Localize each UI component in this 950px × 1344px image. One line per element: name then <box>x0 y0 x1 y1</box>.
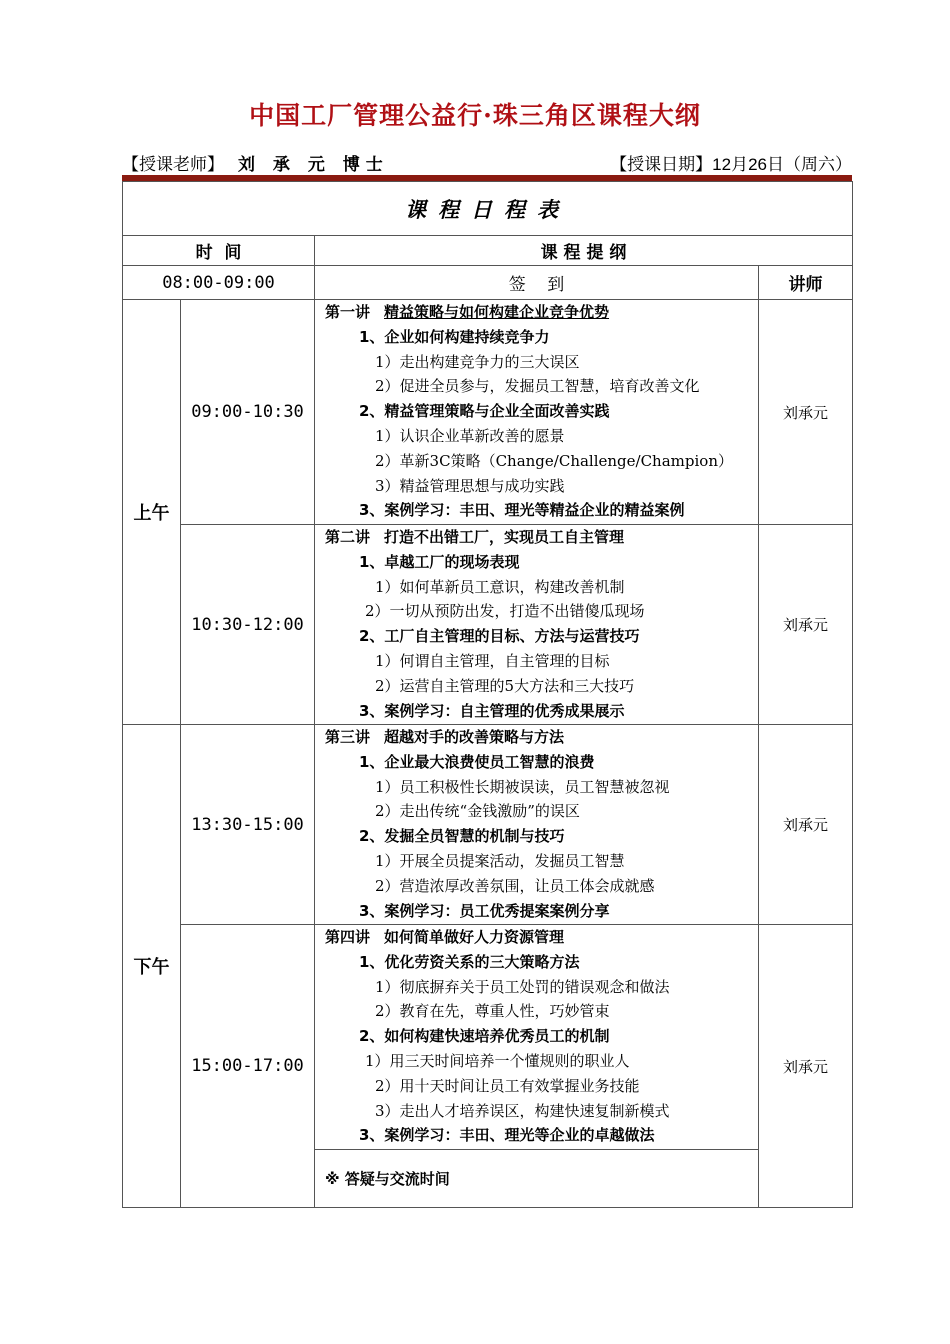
qa-text: ※ 答疑与交流时间 <box>315 1150 759 1208</box>
outline-line: 1）走出构建竞争力的三大误区 <box>375 352 580 371</box>
outline-line: 3）精益管理思想与成功实践 <box>375 476 565 495</box>
signin-time: 08:00-09:00 <box>123 266 315 300</box>
lecture-heading <box>325 925 758 950</box>
session-row <box>123 925 853 1150</box>
outline-line: 2、发掘全员智慧的机制与技巧 <box>359 827 565 846</box>
session-outline <box>315 725 759 925</box>
session-time: 13:30-15:00 <box>181 725 315 925</box>
lecture-no: 第一讲 <box>325 303 371 321</box>
session-time: 10:30-12:00 <box>181 525 315 725</box>
outline-line: 1）彻底摒弃关于员工处罚的错误观念和做法 <box>375 977 670 996</box>
header-row <box>123 236 853 266</box>
col-header-time: 时 间 <box>123 236 315 266</box>
teacher-info <box>122 150 389 175</box>
period-pm: 下午 <box>123 725 181 1208</box>
page-title: 中国工厂管理公益行·珠三角区课程大纲 <box>249 101 701 130</box>
outline-line: 1、优化劳资关系的三大策略方法 <box>359 952 580 971</box>
lecture-title: 超越对手的改善策略与方法 <box>384 728 565 746</box>
lecture-no: 第四讲 <box>325 928 371 946</box>
outline-line: 3、案例学习：丰田、理光等企业的卓越做法 <box>359 1126 655 1145</box>
outline-line: 2）教育在先，尊重人性，巧妙管束 <box>375 1002 610 1021</box>
outline-line: 2）营造浓厚改善氛围，让员工体会成就感 <box>375 876 655 895</box>
col-header-outline: 课 程 提 纲 <box>315 236 853 266</box>
session-row <box>123 725 853 925</box>
outline-line: 2、工厂自主管理的目标、方法与运营技巧 <box>359 627 640 646</box>
session-row <box>123 525 853 725</box>
session-outline <box>315 300 759 525</box>
course-meta <box>122 150 852 176</box>
outline-line: 2）一切从预防出发，打造不出错傻瓜现场 <box>365 602 645 621</box>
outline-line: 2、如何构建快速培养优秀员工的机制 <box>359 1027 610 1046</box>
lecture-no: 第二讲 <box>325 528 371 546</box>
period-am: 上午 <box>123 300 181 725</box>
outline-line: 1、卓越工厂的现场表现 <box>359 552 520 571</box>
session-lecturer: 刘承元 <box>759 925 853 1208</box>
session-lecturer: 刘承元 <box>759 525 853 725</box>
outline-line: 1、企业如何构建持续竞争力 <box>359 327 550 346</box>
outline-line: 2）促进全员参与，发掘员工智慧，培育改善文化 <box>375 377 700 396</box>
date-value: 12月26日（周六） <box>712 155 852 174</box>
outline-line: 1）用三天时间培养一个懂规则的职业人 <box>365 1051 630 1070</box>
session-time: 09:00-10:30 <box>181 300 315 525</box>
outline-line: 1）如何革新员工意识，构建改善机制 <box>375 577 625 596</box>
outline-line: 2）革新3C策略（Change/Challenge/Champion） <box>375 451 733 470</box>
session-outline <box>315 525 759 725</box>
schedule-table <box>122 181 853 1208</box>
date-label: 【授课日期】 <box>610 155 713 175</box>
date-info <box>610 150 852 175</box>
teacher-name: 刘 承 元 博士 <box>238 155 389 175</box>
signin-row <box>123 266 853 300</box>
outline-line: 3、案例学习：员工优秀提案案例分享 <box>359 901 610 920</box>
outline-line: 1）何谓自主管理，自主管理的目标 <box>375 651 610 670</box>
outline-line: 3、案例学习：丰田、理光等精益企业的精益案例 <box>359 501 685 520</box>
teacher-label: 【授课老师】 <box>122 155 224 175</box>
lecture-no: 第三讲 <box>325 728 371 746</box>
outline-line: 1）认识企业革新改善的愿景 <box>375 426 565 445</box>
session-row <box>123 300 853 525</box>
session-lecturer: 刘承元 <box>759 725 853 925</box>
session-time: 15:00-17:00 <box>181 925 315 1208</box>
lecture-title: 精益策略与如何构建企业竞争优势 <box>384 303 610 321</box>
col-header-lecturer: 讲师 <box>759 266 853 300</box>
lecture-heading <box>325 300 758 325</box>
session-lecturer: 刘承元 <box>759 300 853 525</box>
schedule-title: 课程日程表 <box>123 182 853 236</box>
outline-line: 3、案例学习：自主管理的优秀成果展示 <box>359 701 625 720</box>
outline-line: 2）运营自主管理的5大方法和三大技巧 <box>375 676 635 695</box>
outline-line: 3）走出人才培养误区，构建快速复制新模式 <box>375 1101 670 1120</box>
lecture-title: 如何简单做好人力资源管理 <box>384 928 565 946</box>
outline-line: 1、企业最大浪费使员工智慧的浪费 <box>359 752 595 771</box>
session-outline <box>315 925 759 1150</box>
lecture-title: 打造不出错工厂，实现员工自主管理 <box>384 528 625 546</box>
signin-text: 签 到 <box>315 266 759 300</box>
lecture-heading <box>325 725 758 750</box>
outline-line: 2）走出传统“金钱激励”的误区 <box>375 802 580 821</box>
outline-line: 2）用十天时间让员工有效掌握业务技能 <box>375 1076 640 1095</box>
outline-line: 1）员工积极性长期被误读，员工智慧被忽视 <box>375 777 670 796</box>
outline-line: 1）开展全员提案活动，发掘员工智慧 <box>375 851 625 870</box>
outline-line: 2、精益管理策略与企业全面改善实践 <box>359 402 610 421</box>
lecture-heading <box>325 525 758 550</box>
